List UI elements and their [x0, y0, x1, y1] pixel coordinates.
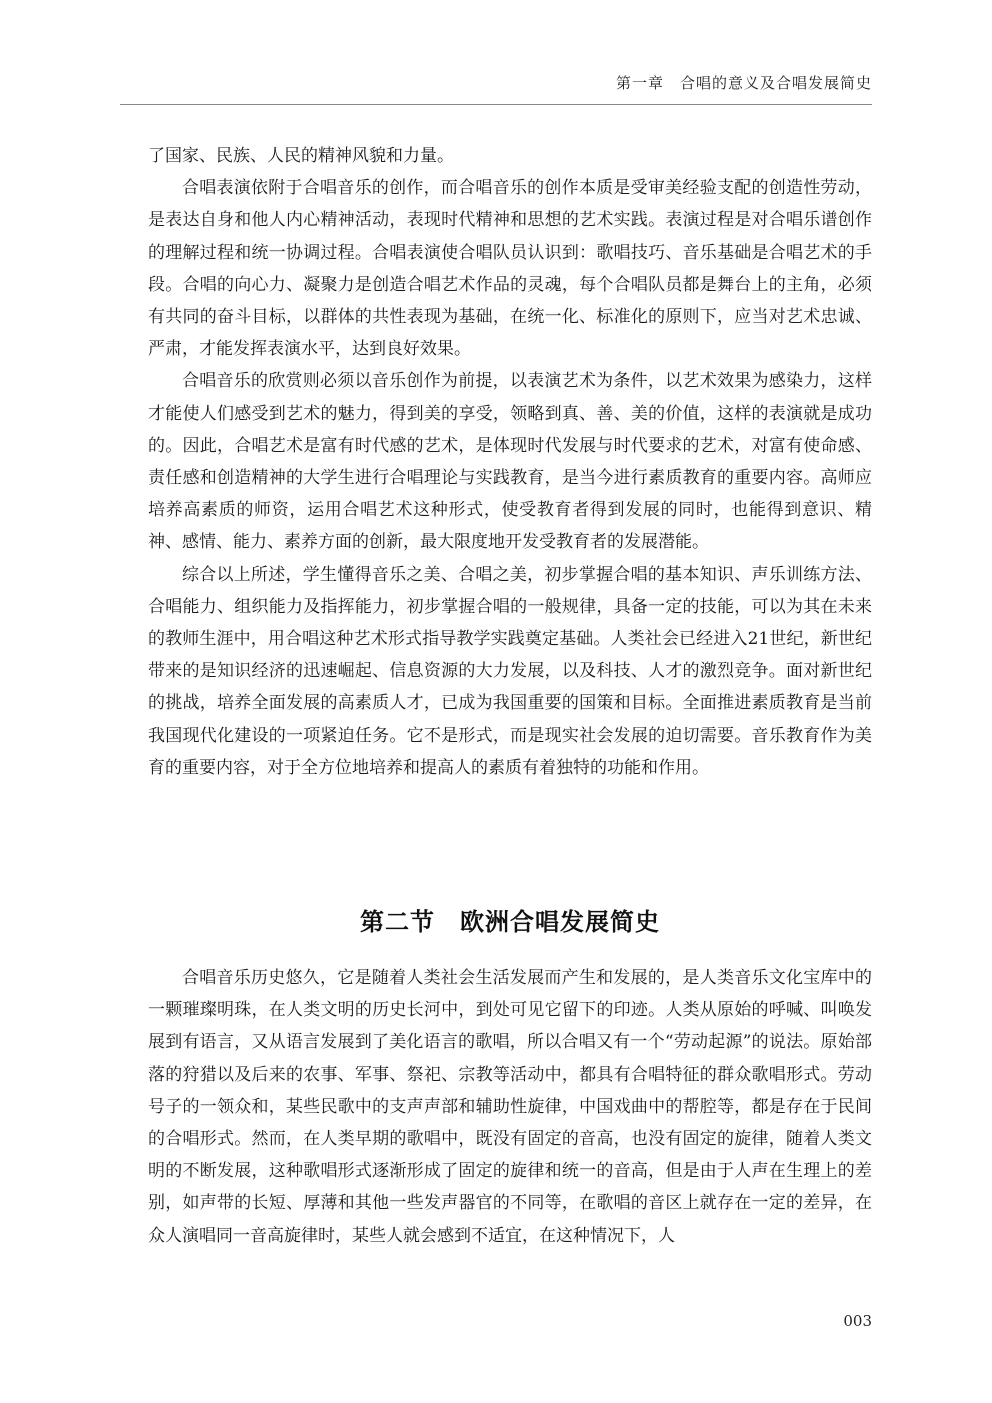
- header-rule: [120, 104, 872, 105]
- paragraph-chorus-appreciation: 合唱音乐的欣赏则必须以音乐创作为前提，以表演艺术为条件，以艺术效果为感染力，这样才能使人们感受到艺术的魅力，得到美的享受，领略到真、善、美的价值，这样的表演就是成功的。因此，合唱艺术是富有时代感的艺术，是体现时代发展与时代要求的艺术，对富有使命感、责任感和创造精神的大学生进行合唱理论与实践教育，是当今进行素质教育的重要内容。高师应培养高素质的师资，运用合唱艺术这种形式，使受教育者得到发展的同时，也能得到意识、精神、感情、能力、素养方面的创新，最大限度地开发受教育者的发展潜能。: [148, 371, 872, 553]
- section-two-body: [148, 962, 872, 1252]
- paragraph-chorus-history: 合唱音乐历史悠久，它是随着人类社会生活发展而产生和发展的，是人类音乐文化宝库中的一颗璀璨明珠，在人类文明的历史长河中，到处可见它留下的印迹。人类从原始的呼喊、叫唤发展到有语言，又从语言发展到了美化语言的歌唱，所以合唱又有一个“劳动起源”的说法。原始部落的狩猎以及后来的农事、军事、祭祀、宗教等活动中，都具有合唱特征的群众歌唱形式。劳动号子的一领众和，某些民歌中的支声声部和辅助性旋律，中国戏曲中的帮腔等，都是存在于民间的合唱形式。然而，在人类早期的歌唱中，既没有固定的音高，也没有固定的旋律，随着人类文明的不断发展，这种歌唱形式逐渐形成了固定的旋律和统一的音高，但是由于人声在生理上的差别，如声带的长短、厚薄和其他一些发声器官的不同等，在歌唱的音区上就存在一定的差异，在众人演唱同一音高旋律时，某些人就会感到不适宜，在这种情况下，人: [148, 968, 872, 1246]
- paragraph-summary: 综合以上所述，学生懂得音乐之美、合唱之美，初步掌握合唱的基本知识、声乐训练方法、合唱能力、组织能力及指挥能力，初步掌握合唱的一般规律，具备一定的技能，可以为其在未来的教师生涯中，用合唱这种艺术形式指导教学实践奠定基础。人类社会已经进入21世纪，新世纪带来的是知识经济的迅速崛起、信息资源的大力发展，以及科技、人才的激烈竞争。面对新世纪的挑战，培养全面发展的高素质人才，已成为我国重要的国策和目标。全面推进素质教育是当前我国现代化建设的一项紧迫任务。它不是形式，而是现实社会发展的迫切需要。音乐教育作为美育的重要内容，对于全方位地培养和提高人的素质有着独特的功能和作用。: [148, 564, 872, 778]
- paragraph-chorus-performance: 合唱表演依附于合唱音乐的创作，而合唱音乐的创作本质是受审美经验支配的创造性劳动，是表达自身和他人内心精神活动，表现时代精神和思想的艺术实践。表演过程是对合唱乐谱创作的理解过程和统一协调过程。合唱表演使合唱队员认识到：歌唱技巧、音乐基础是合唱艺术的手段。合唱的向心力、凝聚力是创造合唱艺术作品的灵魂，每个合唱队员都是舞台上的主角，必须有共同的奋斗目标，以群体的共性表现为基础，在统一化、标准化的原则下，应当对艺术忠诚、严肃，才能发挥表演水平，达到良好效果。: [148, 178, 872, 360]
- paragraph-continuation: 了国家、民族、人民的精神风貌和力量。: [148, 146, 454, 166]
- section-one-body: [148, 140, 872, 784]
- page-number: 003: [843, 1312, 872, 1330]
- section-title: 第二节 欧洲合唱发展简史: [360, 907, 660, 936]
- running-head: 第一章 合唱的意义及合唱发展简史: [615, 74, 872, 92]
